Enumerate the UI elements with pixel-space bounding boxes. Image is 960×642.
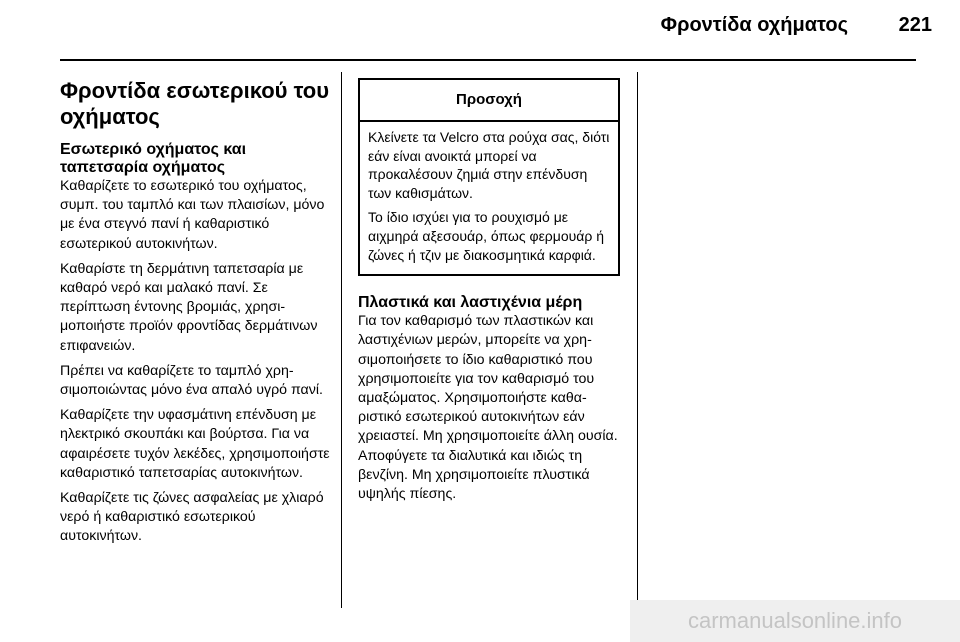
caution-box — [358, 78, 620, 276]
caution-body — [360, 122, 618, 274]
paragraph: Καθαρίζετε την υφασμάτινη επένδυση με ηλεκτρικό σκουπάκι και βούρτσα. Για να αφαιρέσετε τυχόν λεκέδες, χρησιμοποιήστε καθαριστικό ταπετσαρίας αυτοκινήτων. — [60, 407, 330, 481]
paragraph: Καθαρίστε τη δερμάτινη ταπετσαρία με καθαρό νερό και μαλακό πανί. Σε περίπτωση έντονης βρομιάς, χρησιμοποιήστε προϊόν φροντίδας δερμάτινων επιφανειών. — [60, 260, 318, 354]
paragraph: Καθαρίζετε τις ζώνες ασφαλείας με χλιαρό νερό ή καθαριστικό εσωτερικού αυτοκινήτων. — [60, 490, 324, 545]
page-number: 221 — [898, 14, 932, 36]
subsection-heading: Εσωτερικό οχήματος και ταπετσαρία οχήματος — [60, 141, 247, 176]
watermark[interactable]: carmanualsonline.info — [630, 600, 960, 642]
caution-paragraph: Κλείνετε τα Velcro στα ρούχα σας, διότι εάν είναι ανοικτά μπορεί να προκαλέσουν ζημιά στην επένδυση των καθισμάτων. — [368, 129, 610, 201]
header-rule — [60, 59, 916, 61]
caution-paragraph: Το ίδιο ισχύει για το ρουχισμό με αιχμηρά αξεσουάρ, όπως φερμουάρ ή ζώνες ή τζιν με διακοσμητικά καρφιά. — [368, 209, 605, 263]
column-divider-right — [637, 72, 638, 608]
column-divider — [341, 72, 342, 608]
right-column — [358, 78, 624, 510]
left-column — [60, 78, 336, 553]
subsection-heading: Πλαστικά και λαστιχένια μέρη — [358, 294, 583, 312]
section-heading: Φροντίδα εσωτερικού του οχήματος — [60, 78, 330, 129]
paragraph: Για τον καθαρισμό των πλαστικών και λαστιχένιων μερών, μπορείτε να χρησιμοποιήσετε το ίδιο καθαριστικό που χρησιμοποιείτε για τον καθαρισμό του αμαξώματος. Χρησιμοποιήστε καθαριστικό εσωτερικού αυτοκινήτων εάν χρειαστεί. Μη χρησιμοποιείτε άλλη ουσία. Αποφύγετε τα διαλυτικά και ιδιώς τη βενζίνη. Μη χρησιμοποιείτε πλυστικά υψηλής πίεσης. — [358, 313, 618, 502]
plastic-rubber-section — [358, 294, 624, 504]
running-header-title: Φροντίδα οχήματος — [660, 14, 848, 36]
paragraph: Πρέπει να καθαρίζετε το ταμπλό χρησιμοποιώντας μόνο ένα απαλό υγρό πανί. — [60, 362, 323, 399]
paragraph: Καθαρίζετε το εσωτερικό του οχήματος, συμπ. του ταμπλό και των πλαισίων, μόνο με ένα στεγνό πανί ή καθαριστικό εσωτερικού αυτοκινήτων. — [60, 178, 325, 252]
caution-title: Προσοχή — [360, 80, 618, 122]
